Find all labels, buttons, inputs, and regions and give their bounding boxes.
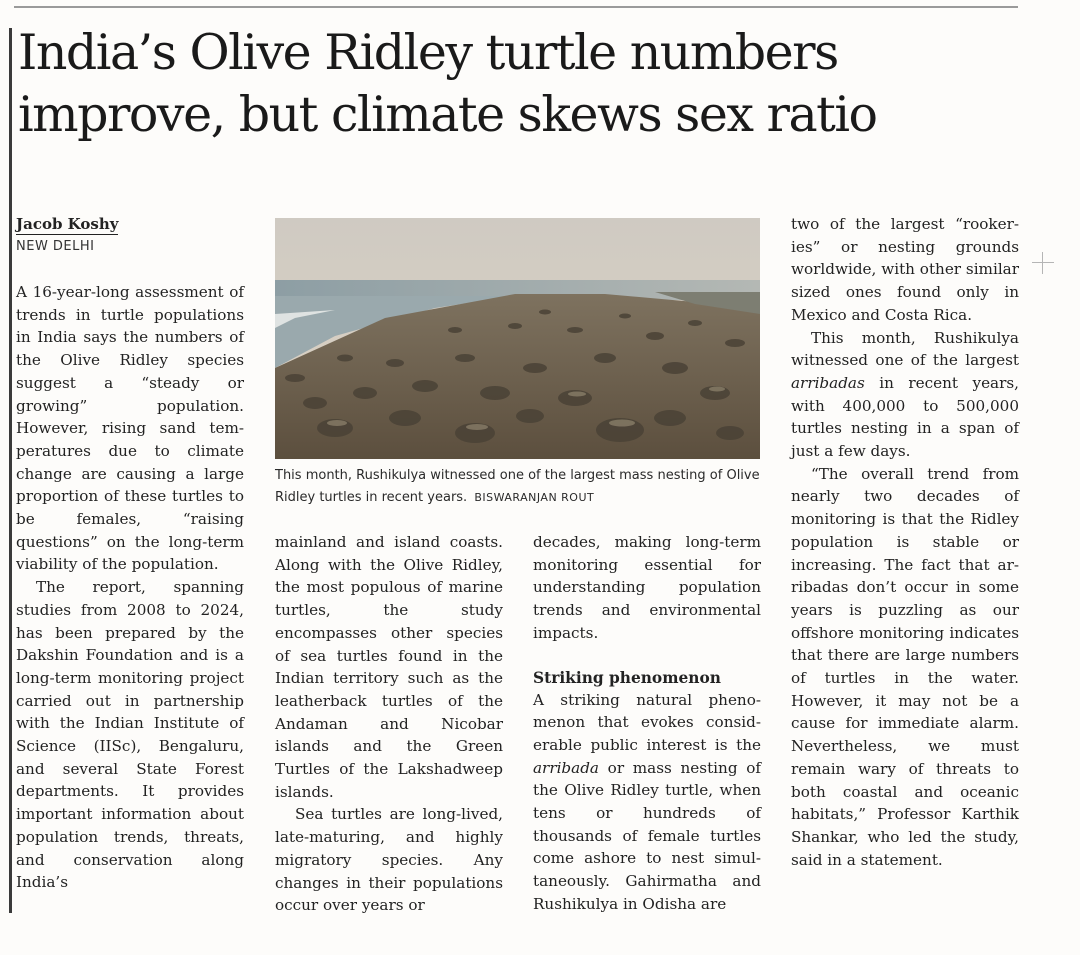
paragraph [533,689,761,916]
paragraph-text: in recent years, with 400,000 to 500,000 turtles nesting in a span of just a few days. [791,373,1019,461]
turtle-beach-image [275,218,760,459]
paragraph: The report, spanning studies from 2008 to 2024, has been prepared by the Dakshin Foundation and is a long-term monitoring project carried out in partnership with the Indian Institute of Science (IISc), Bengaluru, and several State Forest departments. It provides important information about population trends, threats, and conservation along India’s [16,578,244,892]
column-rule-left [9,28,12,913]
paragraph [791,327,1019,463]
paragraph: A 16-year-long assessment of trends in turtle populations in India says the numbers of the Olive Ridley species suggest a “steady or growing” population. However, rising sand temperatures due to climate change are causing a large proportion of these turtles to be females, “raising questions” on the long-term viability of the population. [16,283,244,574]
italic-term: arribadas [791,373,865,392]
body-column-4 [791,213,1019,871]
photo-credit: BISWARANJAN ROUT [474,491,595,504]
turtle-beach-photo [275,218,760,459]
crop-mark-icon [1032,252,1054,274]
headline-line-2: improve, but climate skews sex ratio [18,86,877,143]
paragraph: two of the largest “rookeries” or nesting grounds worldwide, with other similar sized ones found only in Mexico and Costa Rica. [791,215,1019,324]
headline-line-1: India’s Olive Ridley turtle numbers [18,24,838,81]
byline [16,214,248,254]
body-column-2 [275,531,503,917]
photo-caption [275,465,765,509]
headline [18,22,1068,146]
body-column-1 [16,281,244,894]
subheading: Striking phenomenon [533,668,721,687]
paragraph: “The overall trend from nearly two decades of monitoring is that the Ridley population is stable or increasing. The fact that arribadas don’t occur in some years is puzzling as our offshore monitoring indicates that there are large numbers of turtles in the water. However, it may not be a cause for immediate alarm. Nevertheless, we must remain wary of threats to both coastal and oceanic habitats,” Professor Karthik Shankar, who led the study, said in a statement. [791,464,1019,869]
paragraph-text: A striking natural phenomenon that evokes considerable public interest is the [533,690,761,754]
top-rule [14,6,1018,8]
dateline: NEW DELHI [16,239,95,254]
paragraph-text: This month, Rushikulya witnessed one of the largest [791,328,1019,370]
italic-term: arribada [533,758,599,777]
paragraph: decades, making long-term monitoring essential for understanding population trends and environmental impacts. [533,533,761,642]
caption-text: This month, Rushikulya witnessed one of the largest mass nesting of Olive Ridley turtles in recent years. [275,468,760,505]
paragraph: Sea turtles are long-lived, late-maturing, and highly migratory species. Any changes in their populations occur over years or [275,805,503,915]
author-name: Jacob Koshy [16,215,119,233]
paragraph-text: or mass nesting of the Olive Ridley turtle, when tens or hundreds of thousands of female turtles come ashore to nest simultaneously. Gahirmatha and Rushikulya in Odisha are [533,758,761,913]
paragraph: mainland and island coasts. Along with the Olive Ridley, the most populous of marine turtles, the study encompasses other species of sea turtles found in the Indian territory such as the leatherback turtles of the Andaman and Nicobar islands and the Green Turtles of the Lakshadweep islands. [275,533,503,801]
body-column-3 [533,531,761,916]
